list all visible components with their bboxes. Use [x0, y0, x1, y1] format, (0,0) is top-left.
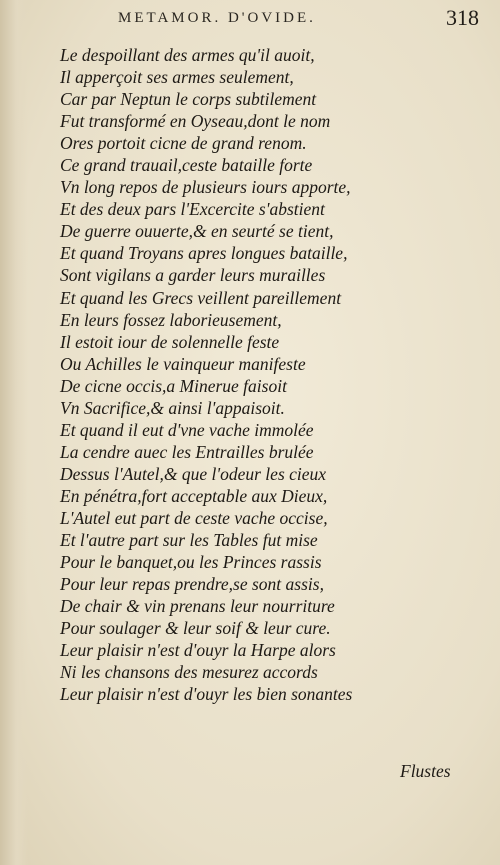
verse-line: Et quand il eut d'vne vache immolée — [60, 419, 314, 440]
verse-line: Ce grand trauail,ceste bataille forte — [60, 155, 313, 176]
verse-line: La cendre auec les Entrailles brulée — [60, 441, 314, 462]
verse-line: Car par Neptun le corps subtilement — [60, 89, 317, 110]
verse-line: L'Autel eut part de ceste vache occise, — [60, 507, 328, 528]
verse-line: De cicne occis,a Minerue faisoit — [60, 375, 287, 396]
verse-line: En leurs fossez laborieusement, — [60, 309, 282, 330]
verse-line: Et l'autre part sur les Tables fut mise — [60, 530, 318, 551]
verse-line: Leur plaisir n'est d'ouyr la Harpe alors — [60, 640, 336, 661]
verse-line: De chair & vin prenans leur nourriture — [60, 596, 335, 617]
verse-block — [60, 44, 390, 705]
running-title: METAMOR. D'OVIDE. — [118, 10, 316, 26]
verse-line: Dessus l'Autel,& que l'odeur les cieux — [60, 463, 327, 484]
verse-line: En pénétra,fort acceptable aux Dieux, — [60, 485, 328, 506]
page-number: 318 — [446, 5, 479, 30]
page-gutter-shadow — [0, 0, 28, 865]
verse-line: Ores portoit cicne de grand renom. — [60, 133, 307, 154]
catchword: Flustes — [400, 761, 451, 781]
verse-line: De guerre ouuerte,& en seurté se tient, — [60, 221, 334, 242]
verse-line: Il estoit iour de solennelle feste — [60, 331, 280, 352]
verse-line: Fut transformé en Oyseau,dont le nom — [60, 111, 331, 132]
verse-line: Sont vigilans a garder leurs murailles — [60, 265, 326, 286]
verse-line: Vn long repos de plusieurs iours apporte, — [60, 177, 351, 198]
verse-line: Et quand les Grecs veillent pareillement — [60, 287, 342, 308]
verse-line: Ou Achilles le vainqueur manifeste — [60, 353, 306, 374]
verse-line: Il apperçoit ses armes seulement, — [60, 67, 294, 88]
verse-line: Pour soulager & leur soif & leur cure. — [60, 618, 331, 639]
verse-line: Et quand Troyans apres longues bataille, — [60, 243, 348, 264]
verse-line: Pour le banquet,ou les Princes rassis — [60, 552, 322, 573]
verse-line: Ni les chansons des mesurez accords — [60, 662, 318, 683]
verse-line: Et des deux pars l'Excercite s'abstient — [60, 199, 325, 220]
verse-line: Pour leur repas prendre,se sont assis, — [60, 574, 324, 595]
verse-line: Vn Sacrifice,& ainsi l'appaisoit. — [60, 397, 285, 418]
verse-line: Leur plaisir n'est d'ouyr les bien sonantes — [60, 684, 353, 705]
verse-line: Le despoillant des armes qu'il auoit, — [60, 45, 315, 65]
